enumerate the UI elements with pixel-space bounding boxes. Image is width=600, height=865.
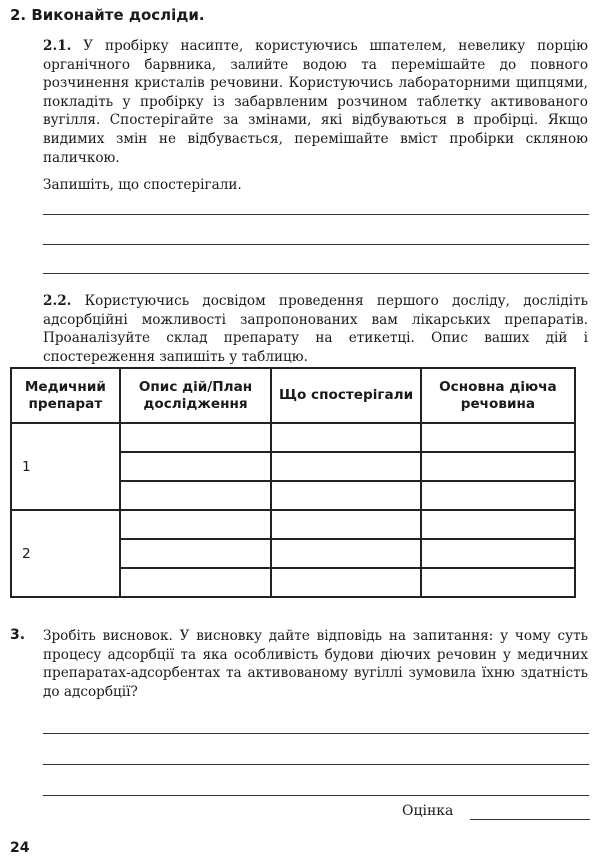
header-active-substance: Основна діюча речовина [421, 368, 575, 423]
table-cell[interactable] [421, 481, 575, 510]
table-cell[interactable] [120, 510, 272, 539]
experiment-2-text: Користуючись досвідом проведення першого досліду, дослідіть адсорбційні можливості запропонованих вам лікарських препаратів. Проаналізуйте склад препарату на етикетці. Опис ваших дій і спостереження запишіть у таблицю. [43, 293, 588, 365]
header-actions-plan: Опис дій/План дослідження [120, 368, 272, 423]
table-cell[interactable] [421, 510, 575, 539]
experiment-2-instructions [43, 292, 588, 366]
table-cell[interactable] [271, 568, 421, 597]
table-cell[interactable] [120, 423, 272, 452]
observation-table [10, 367, 576, 598]
experiment-1-number: 2.1. [43, 38, 72, 54]
row-label-1: 1 [11, 423, 120, 510]
experiment-2-number: 2.2. [43, 293, 72, 309]
table-header-row [11, 368, 575, 423]
observation-prompt: Запишіть, що спостерігали. [43, 177, 242, 193]
table-cell[interactable] [271, 481, 421, 510]
table-cell[interactable] [120, 481, 272, 510]
table-cell[interactable] [271, 423, 421, 452]
experiment-1-instructions [43, 37, 588, 167]
page-number: 24 [10, 840, 30, 856]
row-label-2: 2 [11, 510, 120, 597]
table-cell[interactable] [271, 510, 421, 539]
table-cell[interactable] [271, 539, 421, 568]
answer-line[interactable] [43, 273, 589, 274]
table-cell[interactable] [120, 452, 272, 481]
header-drug: Медичний препарат [11, 368, 120, 423]
answer-line[interactable] [43, 244, 589, 245]
table-cell[interactable] [421, 539, 575, 568]
answer-line[interactable] [43, 733, 589, 734]
table-cell[interactable] [421, 568, 575, 597]
table-row [11, 423, 575, 452]
task-3-number: 3. [10, 627, 26, 643]
table-cell[interactable] [120, 539, 272, 568]
task-3-text: Зробіть висновок. У висновку дайте відповідь на запитання: у чому суть процесу адсорбції та яка особливість будови діючих речовин у медичних препаратах-адсорбентах та активованому вугіллі зумовила їхню здатність до адсорбції? [43, 628, 588, 700]
answer-line[interactable] [43, 214, 589, 215]
experiment-1-text: У пробірку насипте, користуючись шпателем, невелику порцію органічного барвника, залийте водою та перемішайте до повного розчинення кристалів речовини. Користуючись лабораторними щипцями, покладіть у пробірку із забарвленим розчином таблетку активованого вугілля. Спостерігайте за змінами, які відбуваються в пробірці. Якщо видимих змін не відбувається, перемішайте вміст пробірки скляною паличкою. [43, 38, 588, 166]
grade-field[interactable] [470, 819, 590, 820]
header-observed: Що спостерігали [271, 368, 421, 423]
table-cell[interactable] [120, 568, 272, 597]
table-cell[interactable] [271, 452, 421, 481]
grade-label: Оцінка [402, 803, 454, 819]
answer-line[interactable] [43, 764, 589, 765]
section-heading: 2. Виконайте досліди. [10, 6, 205, 24]
table-cell[interactable] [421, 452, 575, 481]
table-cell[interactable] [421, 423, 575, 452]
answer-line[interactable] [43, 795, 589, 796]
table-row [11, 510, 575, 539]
